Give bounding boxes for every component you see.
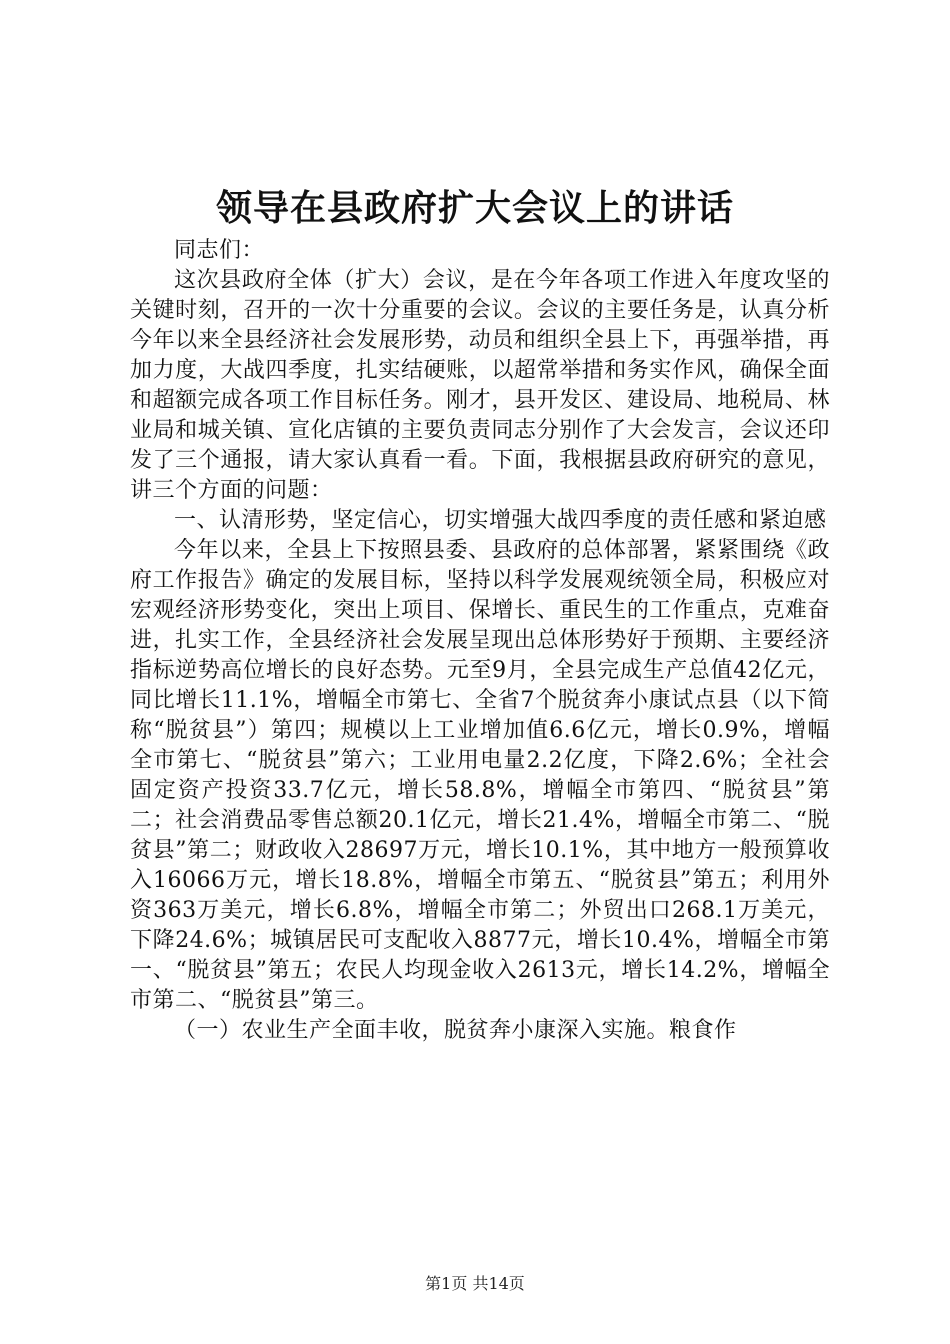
document-body (130, 236, 830, 1046)
page-number-footer: 第1页 共14页 (425, 1274, 525, 1293)
salutation-paragraph: 同志们： (174, 238, 265, 263)
statistics-paragraph: 今年以来，全县上下按照县委、县政府的总体部署，紧紧围绕《政府工作报告》确定的发展目标，坚持以科学发展观统领全局，积极应对宏观经济形势变化，突出上项目、保增长、重民生的工作重点，克难奋进，扎实工作，全县经济社会发展呈现出总体形势好于预期、主要经济指标逆势高位增长的良好态势。元至9月，全县完成生产总值42亿元，同比增长11.1%，增幅全市第七、全省7个脱贫奔小康试点县（以下简称“脱贫县”）第四；规模以上工业增加值6.6亿元，增长0.9%，增幅全市第七、“脱贫县”第六；工业用电量2.2亿度，下降2.6%；全社会固定资产投资33.7亿元，增长58.8%，增幅全市第四、“脱贫县”第二；社会消费品零售总额20.1亿元，增长21.4%，增幅全市第二、“脱贫县”第二；财政收入28697万元，增长10.1%，其中地方一般预算收入16066万元，增长18.8%，增幅全市第五、“脱贫县”第五；利用外资363万美元，增长6.8%，增幅全市第二；外贸出口268.1万美元，下降24.6%；城镇居民可支配收入8877元，增长10.4%，增幅全市第一、“脱贫县”第五；农民人均现金收入2613元，增长14.2%，增幅全市第二、“脱贫县”第三。 (130, 538, 830, 1013)
section-heading: 一、认清形势，坚定信心，切实增强大战四季度的责任感和紧迫感 (174, 508, 827, 533)
subsection-paragraph: （一）农业生产全面丰收，脱贫奔小康深入实施。粮食作 (174, 1018, 737, 1043)
intro-paragraph: 这次县政府全体（扩大）会议，是在今年各项工作进入年度攻坚的关键时刻，召开的一次十分重要的会议。会议的主要任务是，认真分析今年以来全县经济社会发展形势，动员和组织全县上下，再强举措，再加力度，大战四季度，扎实结硬账，以超常举措和务实作风，确保全面和超额完成各项工作目标任务。刚才，县开发区、建设局、地税局、林业局和城关镇、宣化店镇的主要负责同志分别作了大会发言，会议还印发了三个通报，请大家认真看一看。下面，我根据县政府研究的意见，讲三个方面的问题： (130, 268, 830, 503)
document-title: 领导在县政府扩大会议上的讲话 (215, 187, 734, 229)
